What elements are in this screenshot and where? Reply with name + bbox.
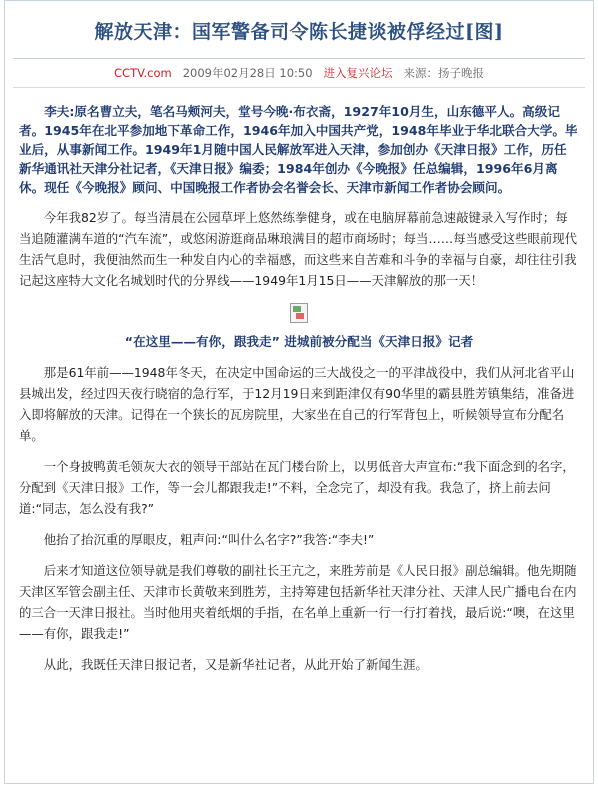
article-meta [5, 59, 593, 87]
paragraph: 今年我82岁了。每当清晨在公园草坪上悠然练拳健身，或在电脑屏幕前急速敲键录入写作时；每当追随灌满车道的“汽车流”，或悠闲游逛商品琳琅满目的超市商场时；每当……每当感受这些眼前现代生活气息时，我便油然而生一种发自内心的幸福感，而这些来自苦难和斗争的幸福与自豪，却往往引我记起这座特大文化名城划时代的分界线——1949年1月15日——天津解放的那一天！ [19, 210, 578, 288]
paragraph: 从此，我既任天津日报记者，又是新华社记者，从此开始了新闻生涯。 [43, 657, 428, 672]
paragraph: 他抬了抬沉重的厚眼皮，粗声问:“叫什么名字?”我答:“李夫!” [43, 532, 375, 547]
article-source: 来源：扬子晚报 [403, 66, 484, 80]
section-subheading: “在这里——有你，跟我走” 进城前被分配当《天津日报》记者 [124, 334, 474, 349]
paragraph: 后来才知道这位领导就是我们尊敬的副社长王亢之，来胜芳前是《人民日报》副总编辑。他先期随天津区军管会副主任、天津市长黄敬来到胜芳，主持筹建包括新华社天津分社、天津人民广播电台在内的三合一天津日报社。当时他用夹着纸烟的手指，在名单上重新一行一行打着找，最后说:“噢，在这里——有你，跟我走!” [19, 563, 577, 641]
broken-image-icon [290, 303, 308, 323]
article-body [5, 88, 593, 675]
site-name: CCTV.com [114, 66, 172, 80]
publish-datetime: 2009年02月28日 10:50 [182, 66, 313, 80]
article-title: 解放天津：国军警备司令陈长捷谈被俘经过[图] [94, 21, 504, 43]
article-image [19, 303, 579, 323]
paragraph: 一个身披鸭黄毛领灰大衣的领导干部站在瓦门楼台阶上，以男低音大声宣布:“我下面念到的名字，分配到《天津日报》工作，等一会儿都跟我走!”不料，全念完了，却没有我。我急了，挤上前去问道:“同志，怎么没有我?” [19, 459, 575, 516]
paragraph: 那是61年前——1948年冬天，在决定中国命运的三大战役之一的平津战役中，我们从河北省平山县城出发，经过四天夜行晓宿的急行军，于12月19日来到距津仅有90华里的霸县胜芳镇集结，准备进入即将解放的天津。记得在一个狭长的瓦房院里，大家坐在自己的行军背包上，听候领导宣布分配名单。 [19, 365, 575, 443]
article-page [4, 0, 594, 784]
forum-link[interactable]: 进入复兴论坛 [323, 66, 393, 80]
author-intro: 李夫:原名曹立夫，笔名马颊河夫，堂号今晚·布衣斋，1927年10月生，山东德平人。高级记者。1945年在北平参加地下革命工作，1946年加入中国共产党，1948年毕业于华北联合大学。毕业后，从事新闻工作。1949年1月随中国人民解放军进入天津，参加创办《天津日报》工作，历任新华通讯社天津分社记者，《天津日报》编委；1984年创办《今晚报》任总编辑，1996年6月离休。现任《今晚报》顾问、中国晚报工作者协会名誉会长、天津市新闻工作者协会顾问。 [19, 104, 578, 195]
